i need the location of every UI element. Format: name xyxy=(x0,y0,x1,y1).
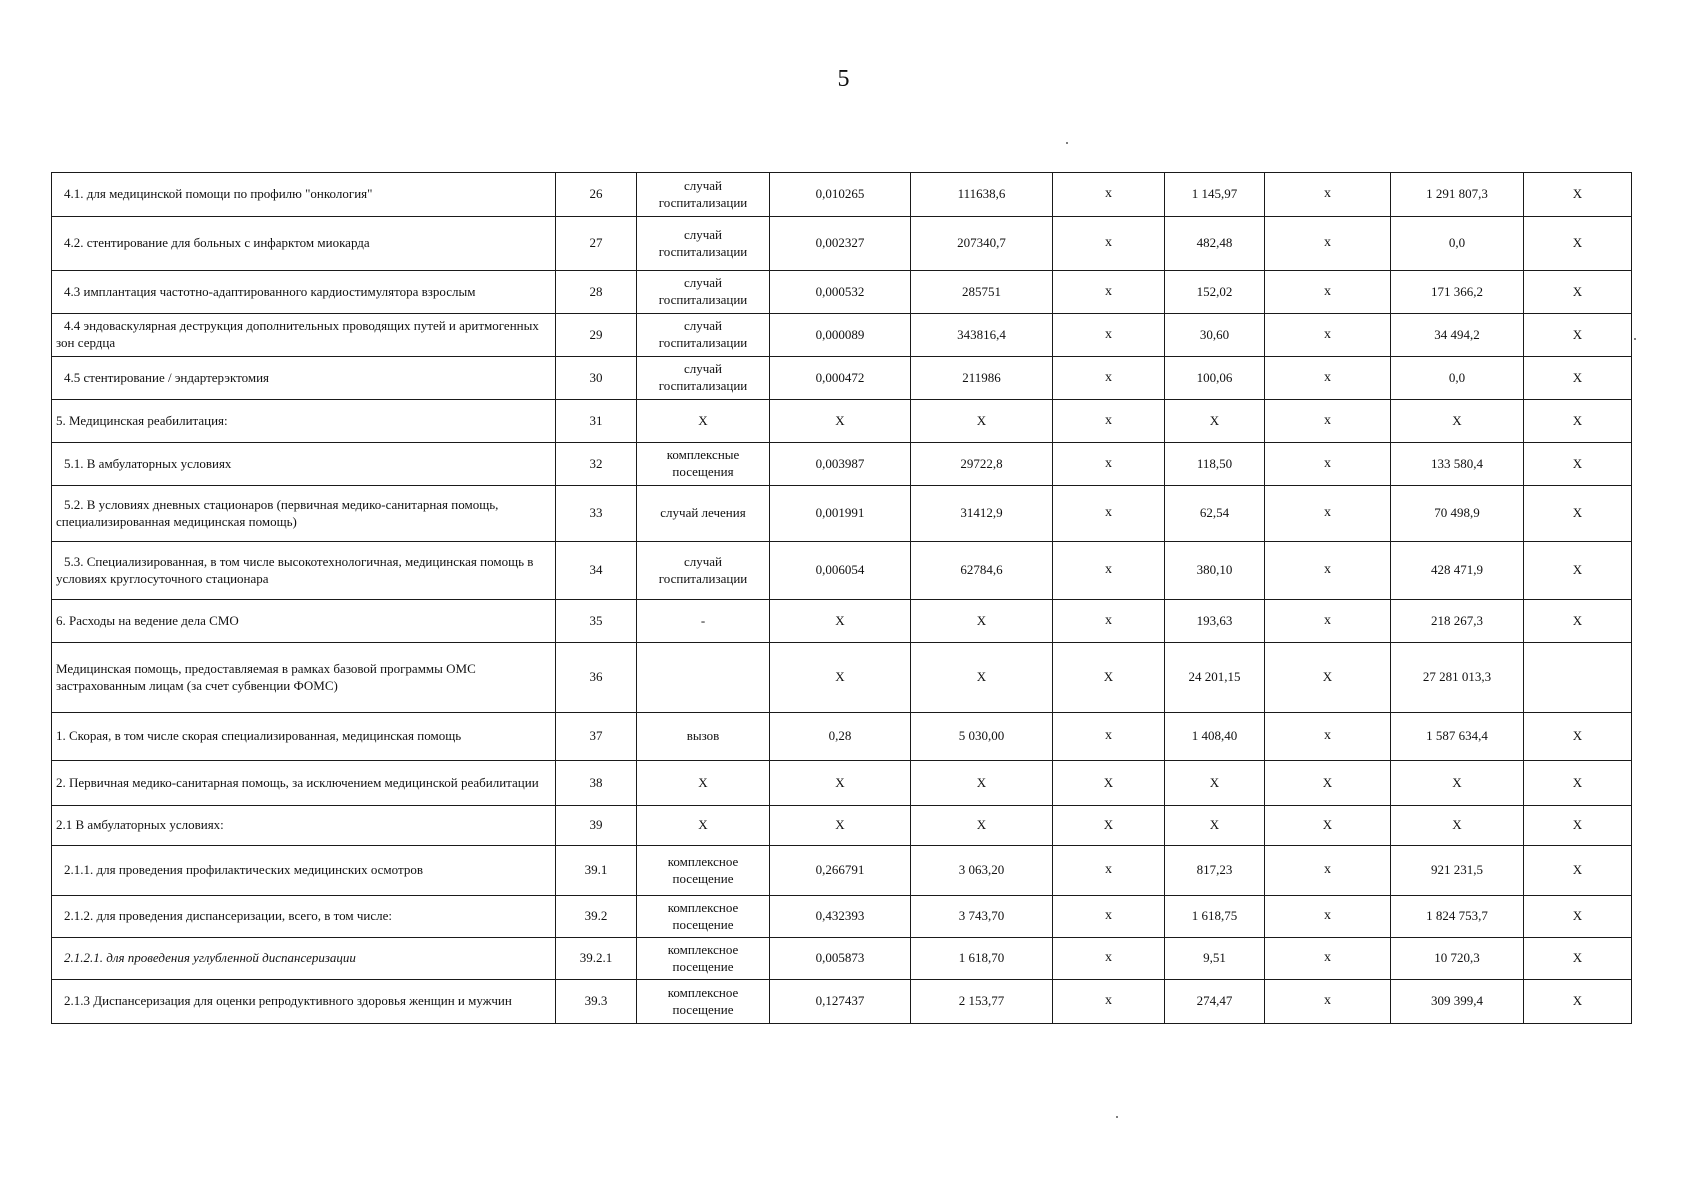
table-row xyxy=(52,846,1632,896)
row-code-cell: 27 xyxy=(556,217,637,271)
value-cell: х xyxy=(1053,938,1165,980)
unit-cell: комплексное посещение xyxy=(637,896,770,938)
value-cell: 0,0 xyxy=(1391,357,1524,400)
unit-cell: Х xyxy=(637,761,770,806)
value-cell: 1 291 807,3 xyxy=(1391,173,1524,217)
value-cell: х xyxy=(1265,542,1391,600)
value-cell: Х xyxy=(1165,806,1265,846)
value-cell: 0,000532 xyxy=(770,271,911,314)
value-cell: 152,02 xyxy=(1165,271,1265,314)
value-cell: Х xyxy=(911,806,1053,846)
value-cell: 30,60 xyxy=(1165,314,1265,357)
value-cell: х xyxy=(1265,443,1391,486)
value-cell: х xyxy=(1053,896,1165,938)
row-code-cell: 38 xyxy=(556,761,637,806)
value-cell: х xyxy=(1053,173,1165,217)
value-cell: х xyxy=(1053,486,1165,542)
row-code-cell: 31 xyxy=(556,400,637,443)
value-cell: Х xyxy=(1265,761,1391,806)
value-cell: 62784,6 xyxy=(911,542,1053,600)
value-cell: Х xyxy=(1524,980,1632,1024)
value-cell: Х xyxy=(911,761,1053,806)
value-cell: Х xyxy=(1524,806,1632,846)
unit-cell: случай госпитализации xyxy=(637,217,770,271)
value-cell: 211986 xyxy=(911,357,1053,400)
value-cell: 0,266791 xyxy=(770,846,911,896)
table-row xyxy=(52,806,1632,846)
value-cell: 207340,7 xyxy=(911,217,1053,271)
table-row xyxy=(52,938,1632,980)
value-cell: Х xyxy=(1524,400,1632,443)
unit-cell: случай лечения xyxy=(637,486,770,542)
row-code-cell: 39.1 xyxy=(556,846,637,896)
row-code-cell: 35 xyxy=(556,600,637,643)
row-name-cell: 4.4 эндоваскулярная деструкция дополнительных проводящих путей и аритмогенных зон сердца xyxy=(52,314,556,357)
value-cell: 100,06 xyxy=(1165,357,1265,400)
unit-cell: комплексные посещения xyxy=(637,443,770,486)
value-cell: 921 231,5 xyxy=(1391,846,1524,896)
table-row xyxy=(52,761,1632,806)
scan-speck xyxy=(1116,1116,1118,1118)
value-cell: 1 618,70 xyxy=(911,938,1053,980)
value-cell: 817,23 xyxy=(1165,846,1265,896)
row-name-cell: 2.1.2. для проведения диспансеризации, всего, в том числе: xyxy=(52,896,556,938)
table-body xyxy=(52,173,1632,1024)
value-cell: 1 824 753,7 xyxy=(1391,896,1524,938)
value-cell: 380,10 xyxy=(1165,542,1265,600)
value-cell: 70 498,9 xyxy=(1391,486,1524,542)
value-cell: 0,002327 xyxy=(770,217,911,271)
value-cell: 118,50 xyxy=(1165,443,1265,486)
value-cell: 309 399,4 xyxy=(1391,980,1524,1024)
row-name-cell: 2.1 В амбулаторных условиях: xyxy=(52,806,556,846)
value-cell: 34 494,2 xyxy=(1391,314,1524,357)
table-row xyxy=(52,400,1632,443)
value-cell: х xyxy=(1265,486,1391,542)
table-row xyxy=(52,271,1632,314)
value-cell: 62,54 xyxy=(1165,486,1265,542)
value-cell: 0,001991 xyxy=(770,486,911,542)
table-row xyxy=(52,980,1632,1024)
row-code-cell: 28 xyxy=(556,271,637,314)
value-cell: х xyxy=(1053,980,1165,1024)
value-cell: Х xyxy=(911,643,1053,713)
value-cell: х xyxy=(1265,400,1391,443)
value-cell: х xyxy=(1265,314,1391,357)
value-cell: 31412,9 xyxy=(911,486,1053,542)
value-cell: Х xyxy=(1165,761,1265,806)
value-cell: х xyxy=(1265,357,1391,400)
unit-cell: случай госпитализации xyxy=(637,271,770,314)
value-cell: Х xyxy=(1524,938,1632,980)
value-cell: х xyxy=(1265,271,1391,314)
value-cell: 0,006054 xyxy=(770,542,911,600)
value-cell: Х xyxy=(770,400,911,443)
value-cell: 0,28 xyxy=(770,713,911,761)
table-row xyxy=(52,314,1632,357)
value-cell: 0,0 xyxy=(1391,217,1524,271)
value-cell: 0,005873 xyxy=(770,938,911,980)
row-name-cell: 4.3 имплантация частотно-адаптированного кардиостимулятора взрослым xyxy=(52,271,556,314)
value-cell: х xyxy=(1265,938,1391,980)
value-cell: Х xyxy=(1524,357,1632,400)
value-cell: Х xyxy=(911,600,1053,643)
row-code-cell: 29 xyxy=(556,314,637,357)
unit-cell: Х xyxy=(637,806,770,846)
value-cell: 0,127437 xyxy=(770,980,911,1024)
value-cell: х xyxy=(1053,357,1165,400)
row-code-cell: 39.2.1 xyxy=(556,938,637,980)
value-cell: Х xyxy=(1265,806,1391,846)
value-cell: 10 720,3 xyxy=(1391,938,1524,980)
table-row xyxy=(52,443,1632,486)
row-code-cell: 36 xyxy=(556,643,637,713)
value-cell: Х xyxy=(1524,761,1632,806)
value-cell: 9,51 xyxy=(1165,938,1265,980)
unit-cell: вызов xyxy=(637,713,770,761)
value-cell: Х xyxy=(1524,846,1632,896)
value-cell: Х xyxy=(770,806,911,846)
value-cell: Х xyxy=(1524,896,1632,938)
unit-cell: - xyxy=(637,600,770,643)
value-cell: х xyxy=(1053,600,1165,643)
value-cell: х xyxy=(1265,896,1391,938)
row-code-cell: 39 xyxy=(556,806,637,846)
value-cell: Х xyxy=(770,761,911,806)
value-cell: Х xyxy=(1165,400,1265,443)
data-table xyxy=(51,172,1632,1024)
row-name-cell: 4.1. для медицинской помощи по профилю "онкология" xyxy=(52,173,556,217)
scan-speck xyxy=(1634,338,1636,340)
value-cell: 343816,4 xyxy=(911,314,1053,357)
value-cell xyxy=(1524,643,1632,713)
value-cell: 0,010265 xyxy=(770,173,911,217)
value-cell: Х xyxy=(1524,443,1632,486)
value-cell: 0,432393 xyxy=(770,896,911,938)
value-cell: Х xyxy=(1524,217,1632,271)
value-cell: Х xyxy=(1391,806,1524,846)
row-name-cell: 5. Медицинская реабилитация: xyxy=(52,400,556,443)
value-cell: Х xyxy=(1524,600,1632,643)
scan-speck xyxy=(1066,142,1068,144)
value-cell: Х xyxy=(1053,761,1165,806)
value-cell: Х xyxy=(1524,542,1632,600)
table-row xyxy=(52,542,1632,600)
row-name-cell: 4.5 стентирование / эндартерэктомия xyxy=(52,357,556,400)
row-code-cell: 39.3 xyxy=(556,980,637,1024)
row-code-cell: 30 xyxy=(556,357,637,400)
row-name-cell: 4.2. стентирование для больных с инфарктом миокарда xyxy=(52,217,556,271)
value-cell: 5 030,00 xyxy=(911,713,1053,761)
value-cell: 1 618,75 xyxy=(1165,896,1265,938)
value-cell: х xyxy=(1053,314,1165,357)
value-cell: х xyxy=(1265,713,1391,761)
unit-cell: случай госпитализации xyxy=(637,357,770,400)
row-code-cell: 32 xyxy=(556,443,637,486)
value-cell: Х xyxy=(1524,486,1632,542)
value-cell: Х xyxy=(911,400,1053,443)
value-cell: 0,000472 xyxy=(770,357,911,400)
value-cell: 218 267,3 xyxy=(1391,600,1524,643)
value-cell: х xyxy=(1053,217,1165,271)
row-name-cell: Медицинская помощь, предоставляемая в рамках базовой программы ОМС застрахованным лицам (за счет субвенции ФОМС) xyxy=(52,643,556,713)
row-name-cell: 2.1.2.1. для проведения углубленной диспансеризации xyxy=(52,938,556,980)
value-cell: 3 743,70 xyxy=(911,896,1053,938)
value-cell: х xyxy=(1265,600,1391,643)
table-row xyxy=(52,713,1632,761)
value-cell: х xyxy=(1053,271,1165,314)
table-row xyxy=(52,357,1632,400)
value-cell: 1 587 634,4 xyxy=(1391,713,1524,761)
unit-cell: комплексное посещение xyxy=(637,938,770,980)
value-cell: 27 281 013,3 xyxy=(1391,643,1524,713)
unit-cell: комплексное посещение xyxy=(637,980,770,1024)
row-name-cell: 5.3. Специализированная, в том числе высокотехнологичная, медицинская помощь в условиях круглосуточного стационара xyxy=(52,542,556,600)
row-name-cell: 1. Скорая, в том числе скорая специализированная, медицинская помощь xyxy=(52,713,556,761)
row-name-cell: 6. Расходы на ведение дела СМО xyxy=(52,600,556,643)
value-cell: х xyxy=(1265,846,1391,896)
row-code-cell: 33 xyxy=(556,486,637,542)
row-code-cell: 37 xyxy=(556,713,637,761)
value-cell: Х xyxy=(1524,314,1632,357)
row-name-cell: 2.1.1. для проведения профилактических медицинских осмотров xyxy=(52,846,556,896)
table-row xyxy=(52,486,1632,542)
unit-cell: случай госпитализации xyxy=(637,314,770,357)
unit-cell xyxy=(637,643,770,713)
value-cell: Х xyxy=(1524,271,1632,314)
value-cell: Х xyxy=(1265,643,1391,713)
unit-cell: случай госпитализации xyxy=(637,173,770,217)
value-cell: Х xyxy=(1053,806,1165,846)
row-code-cell: 34 xyxy=(556,542,637,600)
value-cell: 0,000089 xyxy=(770,314,911,357)
table-row xyxy=(52,600,1632,643)
unit-cell: случай госпитализации xyxy=(637,542,770,600)
table-row xyxy=(52,896,1632,938)
value-cell: Х xyxy=(770,643,911,713)
row-name-cell: 5.2. В условиях дневных стационаров (первичная медико-санитарная помощь, специализированная медицинская помощь) xyxy=(52,486,556,542)
value-cell: х xyxy=(1053,542,1165,600)
value-cell: Х xyxy=(1053,643,1165,713)
value-cell: х xyxy=(1053,713,1165,761)
value-cell: Х xyxy=(1391,761,1524,806)
row-name-cell: 2.1.3 Диспансеризация для оценки репродуктивного здоровья женщин и мужчин xyxy=(52,980,556,1024)
table-row xyxy=(52,643,1632,713)
unit-cell: Х xyxy=(637,400,770,443)
value-cell: Х xyxy=(770,600,911,643)
value-cell: 111638,6 xyxy=(911,173,1053,217)
row-code-cell: 39.2 xyxy=(556,896,637,938)
table-row xyxy=(52,173,1632,217)
value-cell: Х xyxy=(1391,400,1524,443)
value-cell: Х xyxy=(1524,713,1632,761)
value-cell: х xyxy=(1053,443,1165,486)
value-cell: 29722,8 xyxy=(911,443,1053,486)
value-cell: Х xyxy=(1524,173,1632,217)
value-cell: 274,47 xyxy=(1165,980,1265,1024)
row-name-cell: 5.1. В амбулаторных условиях xyxy=(52,443,556,486)
value-cell: 133 580,4 xyxy=(1391,443,1524,486)
value-cell: 24 201,15 xyxy=(1165,643,1265,713)
value-cell: 1 408,40 xyxy=(1165,713,1265,761)
value-cell: х xyxy=(1265,980,1391,1024)
row-code-cell: 26 xyxy=(556,173,637,217)
value-cell: 3 063,20 xyxy=(911,846,1053,896)
unit-cell: комплексное посещение xyxy=(637,846,770,896)
value-cell: 482,48 xyxy=(1165,217,1265,271)
value-cell: 171 366,2 xyxy=(1391,271,1524,314)
value-cell: х xyxy=(1053,846,1165,896)
page-number: 5 xyxy=(837,66,850,92)
value-cell: 428 471,9 xyxy=(1391,542,1524,600)
value-cell: х xyxy=(1053,400,1165,443)
value-cell: 285751 xyxy=(911,271,1053,314)
value-cell: 0,003987 xyxy=(770,443,911,486)
value-cell: х xyxy=(1265,173,1391,217)
value-cell: 2 153,77 xyxy=(911,980,1053,1024)
value-cell: 193,63 xyxy=(1165,600,1265,643)
row-name-cell: 2. Первичная медико-санитарная помощь, за исключением медицинской реабилитации xyxy=(52,761,556,806)
table-row xyxy=(52,217,1632,271)
value-cell: 1 145,97 xyxy=(1165,173,1265,217)
value-cell: х xyxy=(1265,217,1391,271)
